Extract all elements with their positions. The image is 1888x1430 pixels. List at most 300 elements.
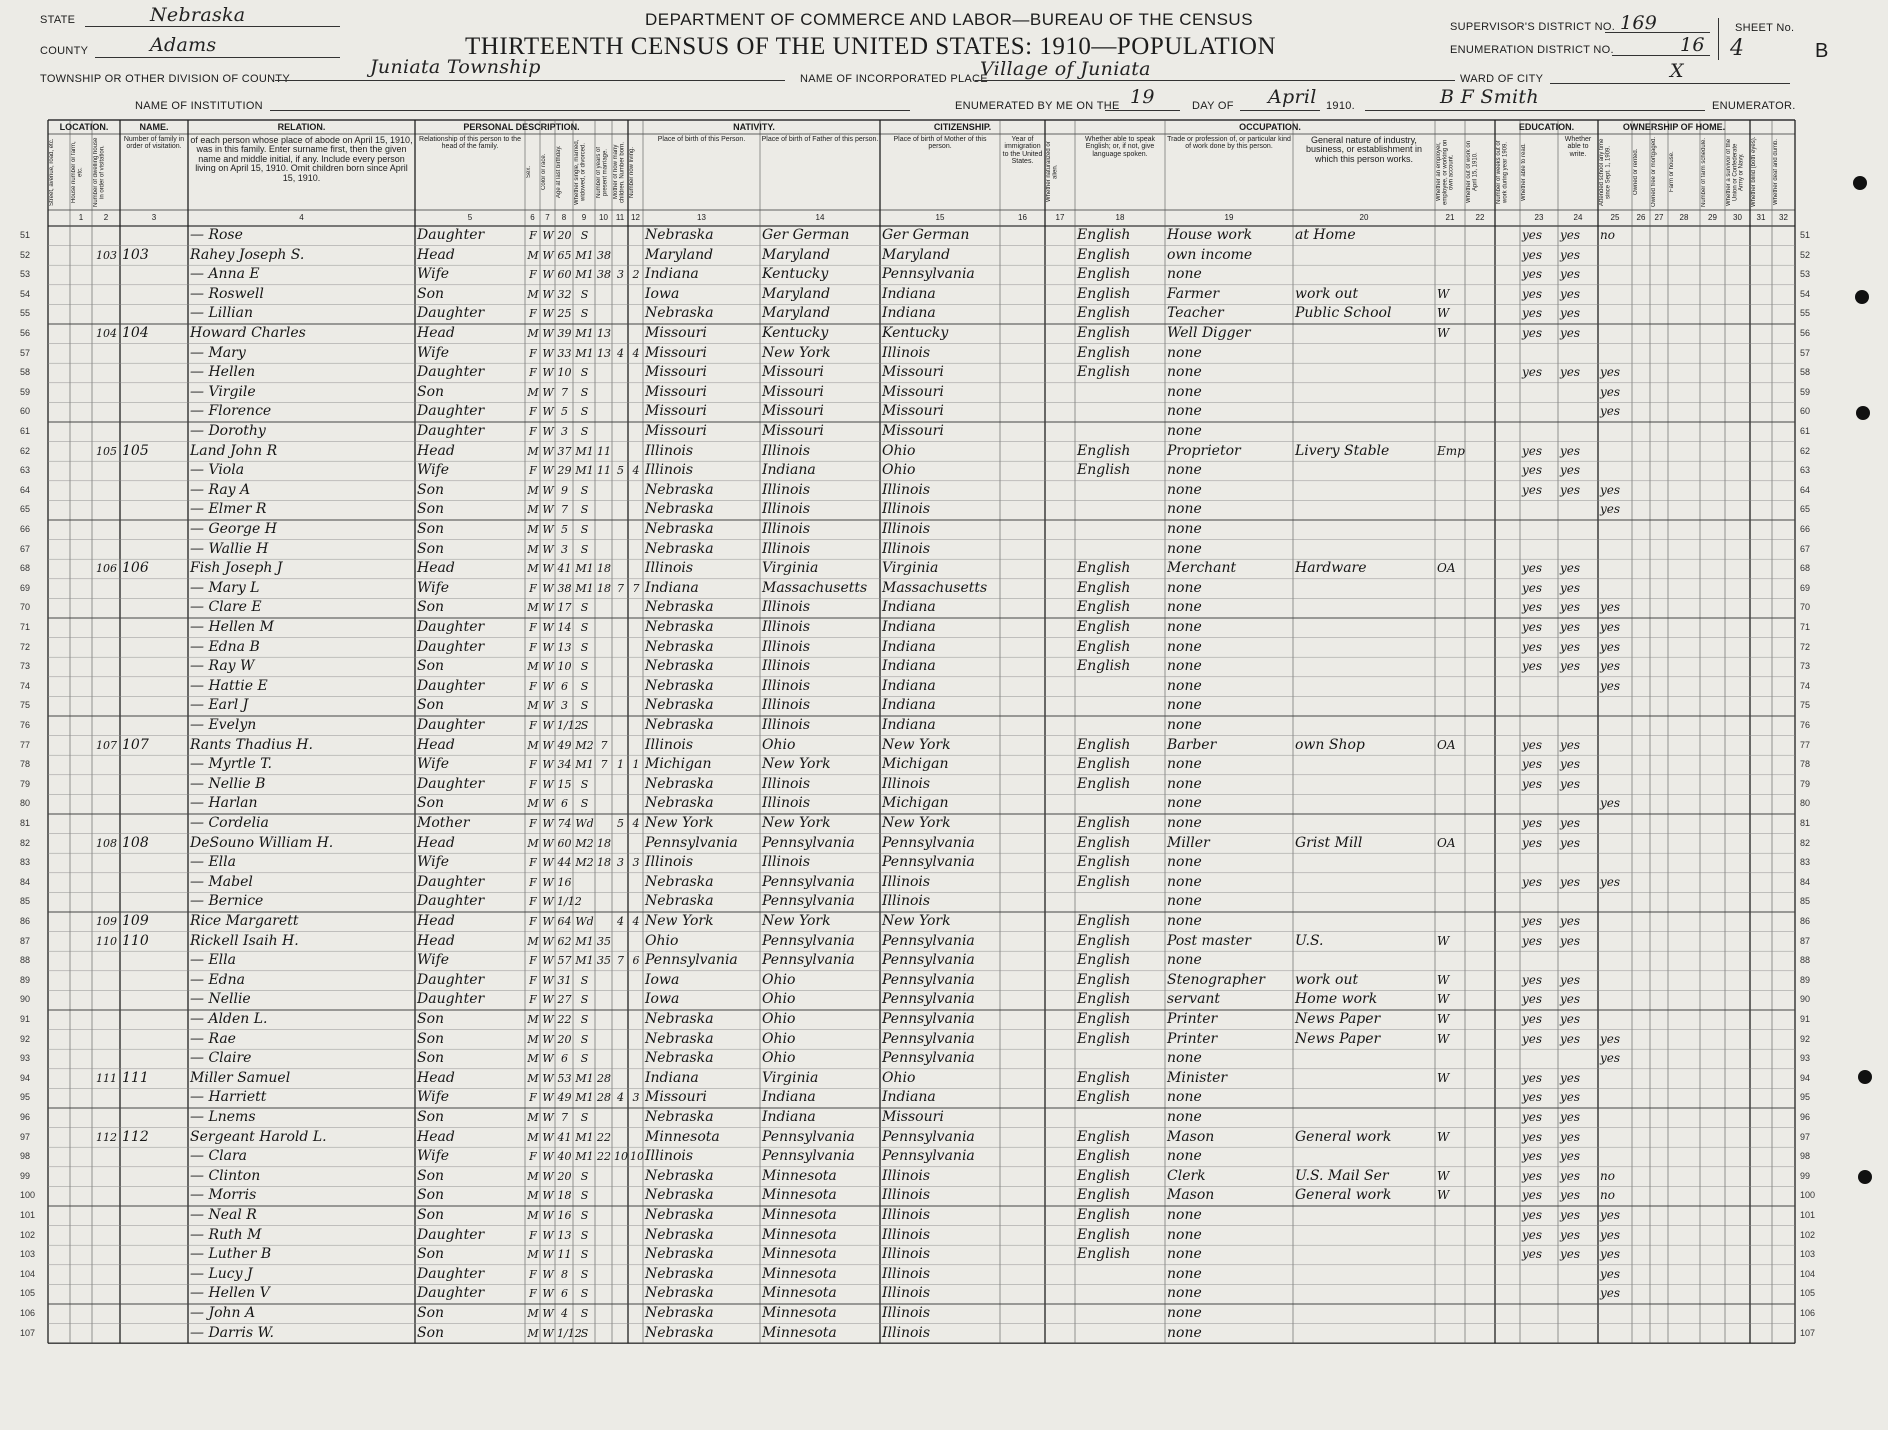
cell-emp: W (1437, 972, 1450, 987)
line-number: 95 (20, 1092, 31, 1103)
cell-rel: Son (417, 1109, 445, 1125)
cell-fpob: Ohio (762, 1011, 796, 1027)
cell-ms: M1 (575, 758, 594, 772)
cell-sex: M (527, 601, 539, 615)
cell-read: yes (1522, 1208, 1543, 1222)
group-heading: PERSONAL DESCRIPTION. (463, 122, 580, 132)
cell-fpob: Virginia (762, 1069, 819, 1086)
line-number-right: 91 (1800, 1014, 1811, 1024)
cell-rel: Son (417, 658, 445, 675)
cell-race: W (542, 1326, 554, 1340)
cell-fpob: Pennsylvania (762, 1128, 855, 1145)
column-number: 21 (1445, 213, 1455, 222)
cell-ms: S (580, 1169, 589, 1183)
line-number-right: 77 (1800, 739, 1811, 750)
cell-race: W (542, 699, 554, 713)
cell-eng: English (1077, 1069, 1131, 1086)
column-number: 24 (1573, 213, 1583, 222)
cell-eng: English (1077, 952, 1131, 969)
cell-trade: Minister (1167, 1069, 1228, 1086)
cell-mpob: Pennsylvania (882, 1030, 975, 1047)
cell-fpob: Ohio (762, 1050, 796, 1067)
line-number: 67 (20, 543, 31, 554)
cell-fam: 111 (122, 1069, 149, 1086)
cell-mpob: Ohio (882, 442, 916, 459)
cell-race: W (542, 1032, 554, 1046)
cell-pob: New York (645, 815, 714, 831)
cell-mpob: Pennsylvania (882, 991, 975, 1008)
column-number: 8 (561, 213, 567, 222)
cell-ms: S (580, 425, 589, 438)
cell-ms: S (580, 777, 589, 791)
cell-write: yes (1560, 482, 1581, 497)
cell-race: W (542, 483, 554, 497)
cell-name: — Bernice (190, 893, 264, 910)
cell-eng: English (1077, 599, 1131, 616)
cell-emp: W (1437, 306, 1450, 321)
cell-trade: none (1167, 775, 1202, 792)
cell-mpob: Illinois (882, 501, 931, 518)
line-number-right: 95 (1800, 1092, 1811, 1103)
cell-pob: Nebraska (645, 501, 714, 518)
incorporated-value: Village of Juniata (980, 58, 1151, 80)
cell-eng: English (1077, 1030, 1131, 1047)
cell-sex: M (527, 699, 539, 713)
cell-ms: M2 (575, 856, 594, 870)
cell-mpob: Massachusetts (882, 579, 988, 596)
cell-name: — Hellen (190, 364, 256, 381)
cell-born: 7 (617, 954, 624, 968)
cell-ms: S (580, 1248, 589, 1262)
cell-mpob: Illinois (882, 521, 931, 537)
cell-mpob: Illinois (882, 1265, 931, 1282)
cell-eng: English (1077, 1187, 1131, 1204)
cell-sex: M (527, 444, 539, 458)
punch-hole (1858, 1170, 1872, 1184)
cell-name: — Mary L (190, 579, 260, 596)
column-number: 9 (581, 213, 587, 222)
cell-ms: M1 (575, 1071, 594, 1085)
cell-trade: Barber (1167, 736, 1217, 753)
cell-trade: none (1167, 383, 1202, 400)
state-label: STATE (40, 14, 76, 26)
township-label: TOWNSHIP OR OTHER DIVISION OF COUNTY (40, 73, 290, 85)
cell-eng: English (1077, 932, 1131, 949)
cell-write: yes (1560, 914, 1581, 928)
cell-race: W (542, 915, 554, 928)
cell-born: 10 (614, 1150, 628, 1164)
cell-sex: M (527, 385, 539, 399)
cell-race: W (542, 679, 554, 693)
cell-sex: M (527, 287, 539, 301)
cell-dw: 109 (96, 915, 117, 928)
column-header: Owned free or mortgaged. (1651, 136, 1657, 208)
cell-trade: none (1167, 854, 1202, 871)
cell-yrs: 28 (597, 1091, 611, 1105)
cell-name: — Earl J (190, 697, 249, 714)
cell-mpob: Indiana (882, 658, 936, 675)
cell-write: yes (1560, 561, 1581, 576)
cell-fpob: Kentucky (762, 325, 829, 341)
cell-eng: English (1077, 246, 1131, 263)
cell-rel: Son (417, 285, 445, 302)
line-number: 65 (20, 504, 31, 515)
cell-fpob: Missouri (762, 423, 824, 439)
line-number-right: 67 (1800, 543, 1811, 554)
column-header: House number or farm, etc. (71, 141, 84, 203)
cell-ms: S (580, 797, 589, 811)
cell-age: 60 (557, 268, 572, 282)
cell-mpob: Illinois (882, 1167, 931, 1184)
cell-trade: Printer (1167, 1011, 1218, 1027)
cell-name: — Claire (190, 1050, 252, 1067)
cell-pob: Missouri (645, 423, 707, 439)
cell-rel: Wife (417, 579, 450, 596)
cell-rel: Daughter (417, 1226, 485, 1243)
cell-name: — Ray W (190, 658, 255, 675)
cell-dw: 111 (96, 1071, 117, 1085)
cell-sex: F (529, 425, 537, 438)
cell-mpob: Indiana (882, 285, 936, 302)
cell-race: W (542, 307, 554, 321)
cell-rel: Wife (417, 462, 450, 479)
cell-name: Howard Charles (190, 325, 306, 341)
cell-mpob: Indiana (882, 638, 936, 655)
cell-age: 9 (561, 483, 568, 497)
cell-name: — Harriett (190, 1089, 267, 1106)
cell-ms: S (580, 1326, 589, 1340)
cell-trade: none (1167, 501, 1202, 518)
cell-pob: Missouri (645, 364, 707, 381)
cell-trade: none (1167, 913, 1202, 929)
cell-race: W (542, 1071, 554, 1085)
cell-mpob: Illinois (882, 1207, 931, 1223)
cell-rel: Daughter (417, 619, 485, 635)
cell-pob: New York (645, 913, 714, 929)
cell-name: — Ruth M (190, 1226, 262, 1243)
group-heading: RELATION. (277, 122, 326, 132)
cell-age: 20 (557, 1032, 572, 1046)
cell-fam: 112 (122, 1128, 149, 1145)
column-header: Year of immigration to the United States. (1002, 136, 1043, 166)
cell-ms: M1 (575, 444, 594, 458)
cell-dw: 107 (96, 738, 117, 752)
state-value: Nebraska (150, 4, 246, 26)
cell-name: Fish Joseph J (190, 560, 283, 577)
line-number-right: 84 (1800, 876, 1811, 887)
column-header: Number now living. (629, 146, 635, 198)
column-number: 17 (1055, 213, 1065, 222)
cell-pob: Nebraska (645, 1285, 714, 1302)
cell-dw: 103 (96, 248, 117, 262)
column-header: Trade or profession of, or particular kind of work done by this person. (1167, 136, 1291, 151)
cell-ind: Public School (1295, 305, 1392, 322)
cell-race: W (542, 1169, 554, 1183)
cell-mpob: Maryland (882, 246, 951, 263)
line-number-right: 75 (1800, 700, 1811, 711)
cell-sex: M (527, 1071, 539, 1085)
line-number: 63 (20, 465, 31, 476)
line-number: 82 (20, 837, 31, 848)
cell-race: W (542, 875, 554, 889)
cell-pob: Nebraska (645, 1187, 714, 1204)
cell-read: yes (1522, 600, 1543, 615)
column-header: Whether a survivor of the Union or Confederate Army or Navy. (1726, 138, 1745, 206)
cell-fpob: Illinois (762, 619, 811, 635)
line-number-right: 96 (1800, 1112, 1811, 1122)
cell-race: W (542, 758, 554, 772)
column-header: Whether able to write. (1564, 136, 1592, 158)
cell-trade: none (1167, 462, 1202, 479)
cell-sex: M (527, 483, 539, 497)
cell-mpob: Illinois (882, 1305, 931, 1321)
month-value: April (1268, 86, 1317, 108)
line-number: 54 (20, 288, 31, 299)
cell-race: W (542, 777, 554, 791)
cell-pob: Nebraska (645, 1324, 714, 1341)
column-number: 22 (1475, 213, 1485, 222)
cell-write: yes (1560, 326, 1581, 340)
sheet-label: SHEET No. (1735, 22, 1795, 34)
ward-value: X (1670, 60, 1684, 82)
line-number: 62 (20, 445, 31, 456)
cell-trade: none (1167, 344, 1202, 361)
cell-living: 3 (632, 856, 640, 870)
cell-age: 7 (561, 385, 568, 399)
cell-eng: English (1077, 658, 1131, 675)
cell-read: yes (1522, 443, 1543, 458)
cell-rel: Wife (417, 854, 450, 871)
cell-pob: Nebraska (645, 1207, 714, 1223)
cell-sex: F (529, 405, 537, 419)
cell-rel: Daughter (417, 775, 485, 792)
cell-mpob: New York (882, 913, 951, 929)
cell-eng: English (1077, 619, 1131, 635)
cell-age: 10 (557, 660, 572, 674)
cell-fpob: Indiana (762, 1109, 816, 1125)
cell-mpob: Pennsylvania (882, 834, 975, 851)
cell-dw: 110 (96, 934, 117, 948)
cell-read: yes (1522, 1012, 1543, 1026)
cell-mpob: Illinois (882, 481, 931, 498)
cell-trade: none (1167, 1246, 1202, 1263)
cell-eng: English (1077, 227, 1131, 243)
line-number: 96 (20, 1112, 31, 1122)
cell-mpob: Indiana (882, 1089, 936, 1106)
cell-read: yes (1522, 816, 1543, 830)
cell-age: 6 (561, 797, 568, 811)
cell-sex: F (529, 973, 537, 987)
column-number: 27 (1654, 213, 1664, 222)
day-of-label: DAY OF (1192, 100, 1234, 112)
cell-race: W (542, 797, 554, 811)
cell-sex: M (527, 797, 539, 811)
cell-mpob: Pennsylvania (882, 1011, 975, 1027)
cell-fpob: Virginia (762, 560, 819, 577)
cell-pob: Iowa (645, 971, 680, 988)
line-number: 58 (20, 367, 31, 378)
line-number: 57 (20, 347, 31, 358)
cell-fpob: Illinois (762, 599, 811, 616)
column-header: Age at last birthday. (556, 145, 562, 199)
cell-ms: S (580, 1209, 589, 1222)
cell-ms: M1 (575, 1091, 594, 1105)
cell-pob: Nebraska (645, 227, 714, 243)
cell-race: W (542, 601, 554, 615)
cell-read: yes (1522, 247, 1543, 262)
cell-sex: M (527, 523, 539, 536)
cell-rel: Daughter (417, 971, 485, 988)
line-number-right: 89 (1800, 974, 1811, 985)
line-number-right: 83 (1800, 857, 1811, 868)
cell-living: 1 (632, 758, 640, 772)
cell-name: — Hattie E (190, 677, 268, 694)
cell-ind: work out (1295, 285, 1359, 302)
cell-pob: Ohio (645, 932, 679, 949)
cell-ms: S (580, 1307, 589, 1320)
cell-fpob: Illinois (762, 442, 811, 459)
cell-name: — Dorothy (190, 423, 266, 439)
cell-name: — Rae (190, 1030, 236, 1047)
cell-emp: W (1437, 1188, 1450, 1203)
cell-age: 1/12 (557, 719, 582, 732)
cell-fpob: Missouri (762, 364, 824, 381)
cell-dw: 105 (96, 444, 117, 458)
cell-race: W (542, 640, 554, 654)
line-number-right: 76 (1800, 720, 1811, 730)
cell-trade: none (1167, 619, 1202, 635)
cell-pob: Nebraska (645, 1167, 714, 1184)
cell-mpob: Indiana (882, 677, 936, 694)
cell-name: — Florence (190, 403, 272, 420)
cell-eng: English (1077, 736, 1131, 753)
census-title: THIRTEENTH CENSUS OF THE UNITED STATES: 1910—POPULATION (465, 33, 1277, 60)
cell-age: 44 (557, 856, 572, 870)
cell-ms: S (580, 366, 589, 380)
cell-race: W (542, 738, 554, 752)
cell-age: 14 (557, 621, 572, 634)
cell-read: yes (1522, 463, 1543, 478)
line-number-right: 65 (1800, 504, 1811, 515)
cell-sex: F (529, 464, 537, 478)
cell-read: yes (1522, 326, 1543, 340)
cell-sex: F (529, 229, 537, 242)
line-number: 60 (20, 406, 31, 417)
cell-rel: Daughter (417, 364, 485, 381)
cell-rel: Son (417, 1030, 445, 1047)
cell-rel: Daughter (417, 1285, 485, 1302)
cell-name: — Wallie H (190, 540, 269, 557)
cell-yrs: 18 (597, 581, 611, 595)
cell-age: 25 (557, 307, 572, 321)
cell-ms: S (580, 621, 589, 634)
supervisor-label: SUPERVISOR'S DISTRICT NO. (1450, 21, 1616, 33)
cell-fpob: Pennsylvania (762, 932, 855, 949)
cell-pob: Missouri (645, 1089, 707, 1106)
cell-born: 3 (617, 856, 624, 870)
cell-fpob: Minnesota (762, 1167, 837, 1184)
cell-eng: English (1077, 325, 1131, 341)
cell-write: yes (1560, 1031, 1581, 1046)
cell-mpob: Illinois (882, 1246, 931, 1263)
cell-write: yes (1560, 737, 1581, 752)
line-number: 99 (20, 1170, 31, 1181)
cell-pob: Nebraska (645, 638, 714, 655)
line-number: 77 (20, 739, 31, 750)
cell-sex: F (529, 719, 537, 732)
line-number: 55 (20, 308, 31, 319)
cell-rel: Son (417, 1246, 445, 1263)
line-number: 88 (20, 955, 31, 966)
cell-rel: Daughter (417, 1265, 485, 1282)
cell-race: W (542, 621, 554, 634)
cell-rel: Son (417, 1305, 445, 1321)
cell-age: 60 (557, 836, 572, 850)
cell-pob: Illinois (645, 442, 694, 459)
cell-trade: none (1167, 599, 1202, 616)
cell-trade: none (1167, 1305, 1202, 1321)
cell-ms: M1 (575, 581, 594, 595)
cell-pob: Nebraska (645, 1011, 714, 1027)
line-number: 70 (20, 602, 31, 613)
line-number-right: 68 (1800, 563, 1811, 574)
cell-read: yes (1522, 1031, 1543, 1046)
cell-write: yes (1560, 776, 1581, 791)
cell-ms: S (580, 1111, 589, 1124)
column-number: 5 (467, 213, 473, 222)
cell-school: yes (1600, 384, 1621, 399)
cell-dw: 104 (96, 327, 117, 340)
cell-fpob: Indiana (762, 462, 816, 479)
cell-name: — Myrtle T. (190, 756, 272, 773)
cell-write: yes (1560, 874, 1581, 889)
cell-sex: F (529, 621, 537, 634)
line-number: 64 (20, 484, 31, 495)
line-number-right: 105 (1800, 1288, 1816, 1299)
cell-age: 5 (561, 523, 568, 536)
line-number: 107 (20, 1327, 36, 1338)
cell-trade: House work (1167, 227, 1253, 243)
cell-age: 40 (557, 1150, 572, 1164)
cell-fpob: Minnesota (762, 1285, 837, 1302)
department-title: DEPARTMENT OF COMMERCE AND LABOR—BUREAU OF THE CENSUS (645, 10, 1254, 29)
column-number: 4 (299, 213, 304, 222)
line-number-right: 56 (1800, 328, 1811, 338)
cell-mpob: Missouri (882, 403, 944, 420)
cell-trade: none (1167, 717, 1202, 733)
cell-mpob: Illinois (882, 1226, 931, 1243)
cell-age: 27 (557, 993, 572, 1007)
cell-pob: Nebraska (645, 1265, 714, 1282)
cell-emp: OA (1437, 561, 1456, 576)
cell-write: yes (1560, 1149, 1581, 1164)
cell-sex: M (527, 934, 539, 948)
cell-sex: F (529, 346, 537, 360)
cell-emp: OA (1437, 737, 1456, 752)
cell-write: yes (1560, 365, 1581, 380)
cell-living: 10 (630, 1150, 644, 1164)
cell-fam: 106 (122, 560, 149, 577)
cell-ms: S (580, 640, 589, 654)
cell-write: yes (1560, 1247, 1581, 1262)
cell-read: yes (1522, 639, 1543, 654)
cell-ms: S (580, 601, 589, 615)
institution-label: NAME OF INSTITUTION (135, 100, 263, 112)
cell-born: 5 (617, 464, 624, 478)
cell-ind: News Paper (1295, 1011, 1381, 1027)
enumerated-day: 19 (1130, 86, 1155, 108)
cell-ms: S (580, 503, 589, 517)
